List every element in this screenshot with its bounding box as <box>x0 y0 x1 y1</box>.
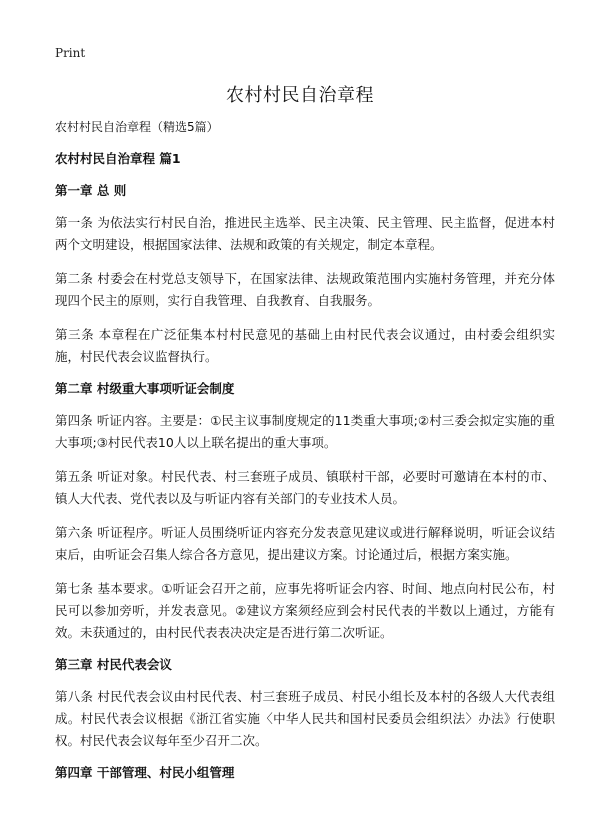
chapter-2 <box>55 380 555 644</box>
article-paragraph: 第四条 听证内容。主要是：①民主议事制度规定的11类重大事项;②村三委会拟定实施的重大事项;③村民代表10人以上联名提出的重大事项。 <box>55 413 555 450</box>
print-link[interactable]: Print <box>55 46 86 60</box>
chapter-heading: 第二章 村级重大事项听证会制度 <box>55 381 235 396</box>
chapter-heading: 第四章 干部管理、村民小组管理 <box>55 765 235 780</box>
part-heading: 农村村民自治章程 篇1 <box>55 151 181 166</box>
page-title: 农村村民自治章程 <box>226 85 374 106</box>
article-paragraph: 第六条 听证程序。听证人员围绕听证内容充分发表意见建议或进行解释说明，听证会议结束后，由听证会召集人综合各方意见，提出建议方案。讨论通过后，根据方案实施。 <box>55 525 555 562</box>
article-paragraph: 第二条 村委会在村党总支领导下，在国家法律、法规政策范围内实施村务管理，并充分体现四个民主的原则，实行自我管理、自我教育、自我服务。 <box>55 271 555 308</box>
article-paragraph: 第一条 为依法实行村民自治，推进民主选举、民主决策、民主管理、民主监督，促进本村两个文明建设，根据国家法律、法规和政策的有关规定，制定本章程。 <box>55 215 555 252</box>
chapter-1 <box>55 182 555 368</box>
article-paragraph: 第五条 听证对象。村民代表、村三套班子成员、镇联村干部，必要时可邀请在本村的市、镇人大代表、党代表以及与听证内容有关部门的专业技术人员。 <box>55 469 555 506</box>
chapter-3 <box>55 656 555 752</box>
chapter-heading: 第三章 村民代表会议 <box>55 657 172 672</box>
article-paragraph: 第七条 基本要求。①听证会召开之前，应事先将听证会内容、时间、地点向村民公布，村民可以参加旁听，并发表意见。②建议方案须经应到会村民代表的半数以上通过，方能有效。未获通过的，由村民代表表决决定是否进行第二次听证。 <box>55 581 555 640</box>
document-body <box>55 118 555 794</box>
article-paragraph: 第八条 村民代表会议由村民代表、村三套班子成员、村民小组长及本村的各级人大代表组成。村民代表会议根据《浙江省实施〈中华人民共和国村民委员会组织法〉办法》行使职权。村民代表会议每年至少召开二次。 <box>55 689 555 748</box>
article-paragraph: 第三条 本章程在广泛征集本村村民意见的基础上由村民代表会议通过，由村委会组织实施，村民代表会议监督执行。 <box>55 327 555 364</box>
chapter-4 <box>55 764 555 782</box>
document-subtitle: 农村村民自治章程（精选5篇） <box>55 120 219 134</box>
chapter-heading: 第一章 总 则 <box>55 183 127 198</box>
